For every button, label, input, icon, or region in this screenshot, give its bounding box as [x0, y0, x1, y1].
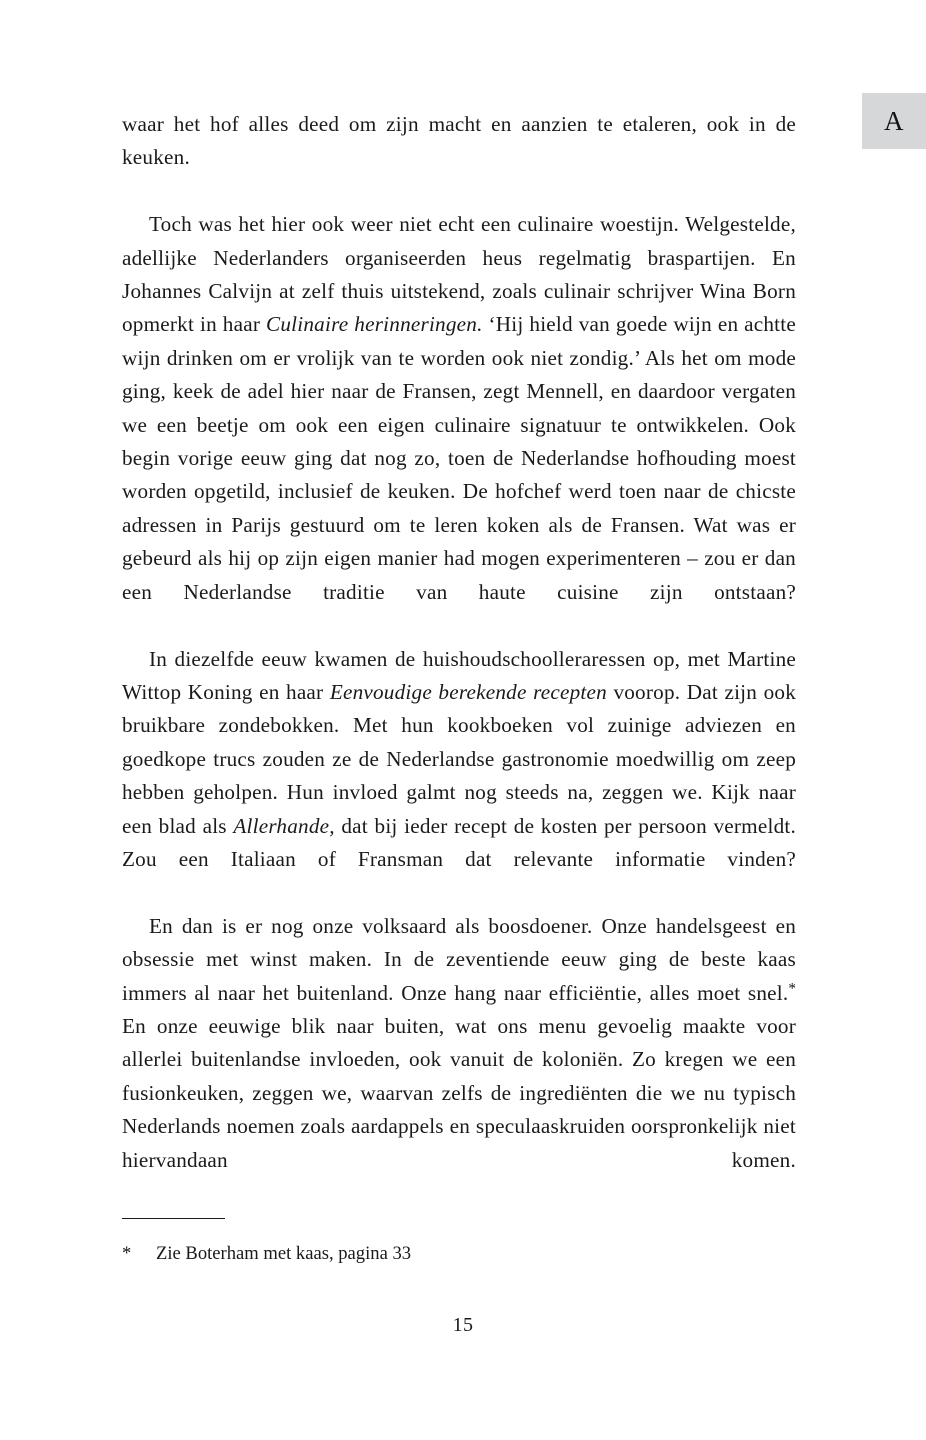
- footnote-reference-marker: *: [788, 980, 796, 998]
- text-run: waar het hof alles deed om zijn macht en aanzien te etaleren, ook in de keuken.: [122, 112, 796, 170]
- text-run: En onze eeuwige blik naar buiten, wat ons menu gevoelig maakte voor allerlei buitenlandse invloeden, ook vanuit de koloniën. Zo kregen we een fusionkeuken, zeggen we, waarvan zelfs de ingrediënten die we nu typisch Nederlands noemen zoals aardappels en speculaaskruiden oorspronkelijk niet hiervandaan komen.: [122, 1013, 796, 1172]
- body-paragraph: [122, 108, 796, 208]
- footnote-marker: *: [122, 1243, 132, 1264]
- text-run: ‘Hij hield van goede wijn en achtte wijn drinken om er vrolijk van te worden ook niet zondig.’ Als het om mode ging, keek de adel hier naar de Fransen, zegt Mennell, en daardoor vergaten we een beetje om ook een eigen culinaire signatuur te ontwikkelen. Ook begin vorige eeuw ging dat nog zo, toen de Nederlandse hofhouding moest worden opgetild, inclusief de keuken. De hofchef werd toen naar de chicste adressen in Parijs gestuurd om te leren koken als de Fransen. Wat was er gebeurd als hij op zijn eigen manier had mogen experimenteren – zou er dan een Nederlandse traditie van haute cuisine zijn ontstaan?: [122, 312, 796, 604]
- footnote-text: Zie Boterham met kaas, pagina 33: [156, 1243, 412, 1264]
- text-run: En dan is er nog onze volksaard als boosdoener. Onze handelsgeest en obsessie met winst maken. In de zeventiende eeuw ging de beste kaas immers al naar het buitenland. Onze hang naar efficiëntie, alles moet snel.: [122, 913, 796, 1005]
- text-run: dat bij ieder recept de kosten per persoon vermeldt. Zou een Italiaan of Fransman dat relevante informatie vinden?: [122, 813, 796, 871]
- footnote-separator-rule: [122, 1218, 225, 1219]
- italic-title-run: Eenvoudige berekende recepten: [329, 679, 607, 704]
- footnote-area: [122, 1218, 796, 1267]
- thumb-index-tab: [862, 93, 926, 149]
- thumb-index-letter: A: [884, 105, 904, 136]
- italic-title-run: Culinaire herinneringen.: [266, 312, 483, 337]
- body-paragraph: [122, 910, 796, 1211]
- text-run: In diezelfde eeuw kwamen de huishoudschoolleraressen op, met Martine Wittop Koning en haar: [122, 646, 796, 704]
- footnote-entry: [122, 1241, 796, 1267]
- body-paragraph: [122, 208, 796, 642]
- text-run: Toch was het hier ook weer niet echt een culinaire woestijn. Welgestelde, adellijke Nederlanders organiseerden heus regelmatig braspartijen. En Johannes Calvijn at zelf thuis uitstekend, zoals culinair schrijver Wina Born opmerkt in haar: [122, 212, 796, 337]
- page-text-column: [122, 108, 796, 1210]
- body-paragraph: [122, 643, 796, 910]
- text-run: voorop. Dat zijn ook bruikbare zondebokken. Met hun kookboeken vol zuinige adviezen en goedkope trucs zouden ze de Nederlandse gastronomie moedwillig om zeep hebben geholpen. Hun invloed galmt nog steeds na, zeggen we. Kijk naar een blad als: [122, 679, 796, 838]
- italic-title-run: Allerhande,: [233, 813, 335, 838]
- page-number: 15: [452, 1314, 474, 1336]
